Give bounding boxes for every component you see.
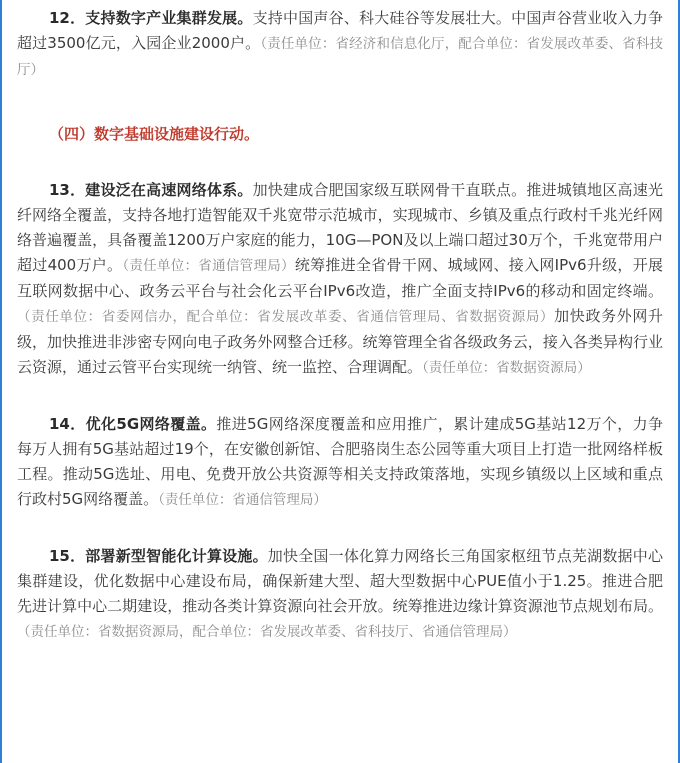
item-12-responsibility: （责任单位：省经济和信息化厅，配合单位：省发展改革委、省科技厅） [17, 36, 663, 78]
item-15-title: 15．部署新型智能化计算设施。 [49, 547, 268, 565]
article-content [17, 6, 663, 645]
item-13-responsibility-3: （责任单位：省数据资源局） [422, 360, 591, 376]
item-15-body: 加快全国一体化算力网络长三角国家枢纽节点芜湖数据中心集群建设，优化数据中心建设布局，确保新建大型、超大型数据中心PUE值小于1.25。推进合肥先进计算中心二期建设，推动各类计算资源向社会开放。统筹推进边缘计算资源池节点规划布局。 [17, 547, 663, 615]
item-13-responsibility-1: （责任单位：省通信管理局） [122, 258, 295, 274]
item-14-responsibility: （责任单位：省通信管理局） [158, 492, 327, 508]
item-13-title: 13．建设泛在高速网络体系。 [49, 181, 253, 199]
item-13-responsibility-2: （责任单位：省委网信办，配合单位：省发展改革委、省通信管理局、省数据资源局） [17, 309, 555, 325]
item-13-body-2: 统筹推进全省骨干网、城域网、接入网IPv6升级，开展互联网数据中心、政务云平台与社会化云平台IPv6改造，推广全面支持IPv6的移动和固定终端。 [17, 256, 663, 300]
item-13-paragraph [17, 178, 663, 381]
left-frame-border [0, 0, 2, 763]
item-12-body: 支持中国声谷、科大硅谷等发展壮大。中国声谷营业收入力争超过3500亿元，入园企业2000户。 [17, 9, 663, 52]
item-13-body-1: 加快建成合肥国家级互联网骨干直联点。推进城镇地区高速光纤网络全覆盖，支持各地打造智能双千兆宽带示范城市，实现城市、乡镇及重点行政村千兆光纤网络普遍覆盖，具备覆盖1200万户家庭的能力，10G—PON及以上端口超过30万个，千兆宽带用户超过400万户。 [17, 181, 663, 274]
item-12-paragraph [17, 6, 663, 83]
item-14-body: 推进5G网络深度覆盖和应用推广，累计建成5G基站12万个，力争每万人拥有5G基站超过19个，在安徽创新馆、合肥骆岗生态公园等重大项目上打造一批网络样板工程。推动5G选址、用电、免费开放公共资源等相关支持政策落地，实现乡镇级以上区域和重点行政村5G网络覆盖。 [17, 415, 664, 508]
item-15-responsibility: （责任单位：省数据资源局，配合单位：省发展改革委、省科技厅、省通信管理局） [17, 624, 517, 640]
item-14-paragraph [17, 412, 663, 513]
item-15-paragraph [17, 544, 663, 645]
item-12-title: 12．支持数字产业集群发展。 [49, 9, 253, 27]
item-13-body-3: 加快政务外网升级，加快推进非涉密专网向电子政务外网整合迁移。统筹管理全省各级政务云，接入各类异构行业云资源，通过云管平台实现统一纳管、统一监控、合理调配。 [17, 307, 663, 376]
item-14-title: 14．优化5G网络覆盖。 [49, 415, 217, 433]
section-4-heading: （四）数字基础设施建设行动。 [49, 125, 260, 143]
